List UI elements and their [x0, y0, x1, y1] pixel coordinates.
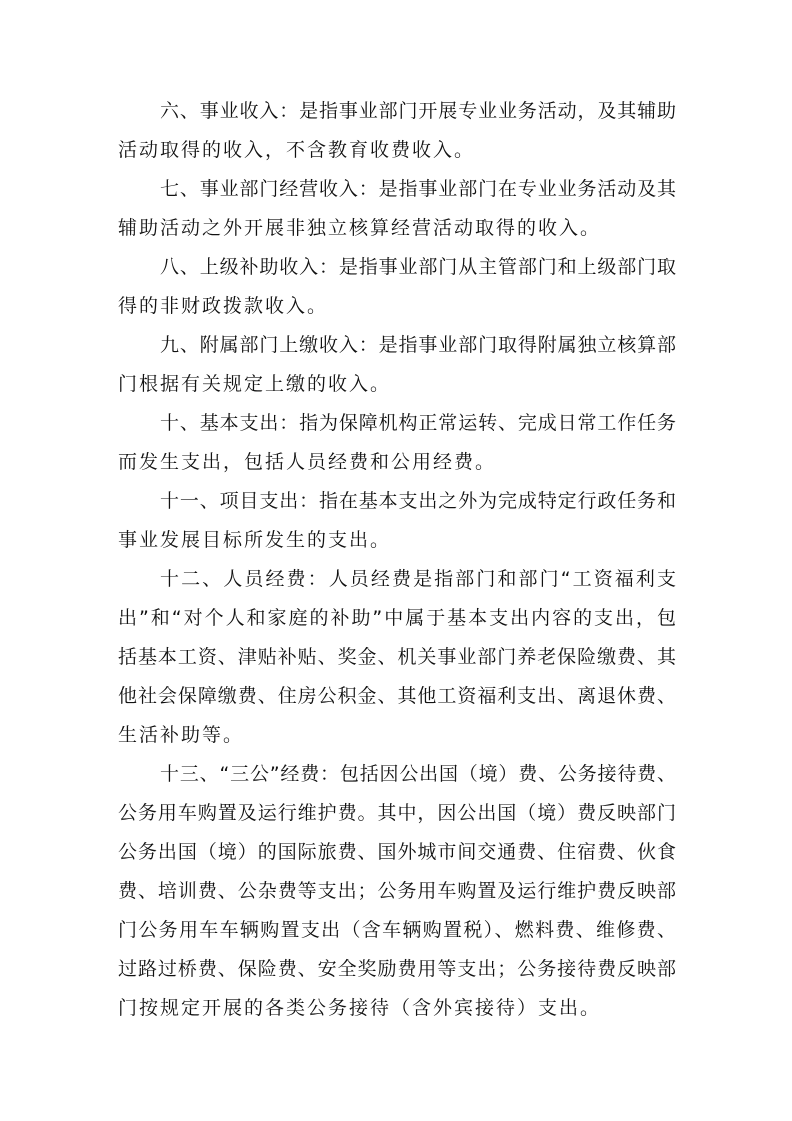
paragraph-6 — [118, 92, 676, 170]
text-line: 活动取得的收入，不含教育收费收入。 — [118, 139, 476, 161]
text-line: 七、事业部门经营收入：是指事业部门在专业业务活动及其 — [160, 178, 676, 200]
text-line: 而发生支出，包括人员经费和公用经费。 — [118, 451, 497, 473]
text-line: 他社会保障缴费、住房公积金、其他工资福利支出、离退休费、 — [118, 685, 676, 707]
text-line: 十一、项目支出：指在基本支出之外为完成特定行政任务和 — [160, 490, 676, 512]
paragraph-8 — [118, 248, 676, 326]
text-line: 十三、“三公”经费：包括因公出国（境）费、公务接待费、 — [160, 763, 676, 785]
paragraph-11 — [118, 482, 676, 560]
text-line: 门根据有关规定上缴的收入。 — [118, 373, 392, 395]
paragraph-9 — [118, 326, 676, 404]
text-line: 辅助活动之外开展非独立核算经营活动取得的收入。 — [118, 217, 602, 239]
text-line: 八、上级补助收入：是指事业部门从主管部门和上级部门取 — [160, 256, 676, 278]
paragraph-12 — [118, 560, 676, 755]
text-line: 门公务用车车辆购置支出（含车辆购置税）、燃料费、维修费、 — [118, 919, 676, 941]
text-line: 括基本工资、津贴补贴、奖金、机关事业部门养老保险缴费、其 — [118, 646, 676, 668]
text-line: 十二、人员经费：人员经费是指部门和部门“工资福利支 — [160, 568, 676, 590]
text-line: 出”和“对个人和家庭的补助”中属于基本支出内容的支出，包 — [118, 607, 676, 629]
text-line: 九、附属部门上缴收入：是指事业部门取得附属独立核算部 — [160, 334, 676, 356]
paragraph-13 — [118, 755, 676, 1028]
text-line: 门按规定开展的各类公务接待（含外宾接待）支出。 — [118, 997, 602, 1019]
text-line: 六、事业收入：是指事业部门开展专业业务活动，及其辅助 — [160, 100, 676, 122]
text-line: 生活补助等。 — [118, 724, 245, 746]
text-line: 事业发展目标所发生的支出。 — [118, 529, 392, 551]
text-line: 公务用车购置及运行维护费。其中，因公出国（境）费反映部门 — [118, 802, 676, 824]
paragraph-10 — [118, 404, 676, 482]
document-body — [118, 92, 676, 1028]
paragraph-7 — [118, 170, 676, 248]
text-line: 过路过桥费、保险费、安全奖励费用等支出；公务接待费反映部 — [118, 958, 676, 980]
text-line: 费、培训费、公杂费等支出；公务用车购置及运行维护费反映部 — [118, 880, 676, 902]
text-line: 公务出国（境）的国际旅费、国外城市间交通费、住宿费、伙食 — [118, 841, 676, 863]
text-line: 十、基本支出：指为保障机构正常运转、完成日常工作任务 — [160, 412, 676, 434]
text-line: 得的非财政拨款收入。 — [118, 295, 329, 317]
